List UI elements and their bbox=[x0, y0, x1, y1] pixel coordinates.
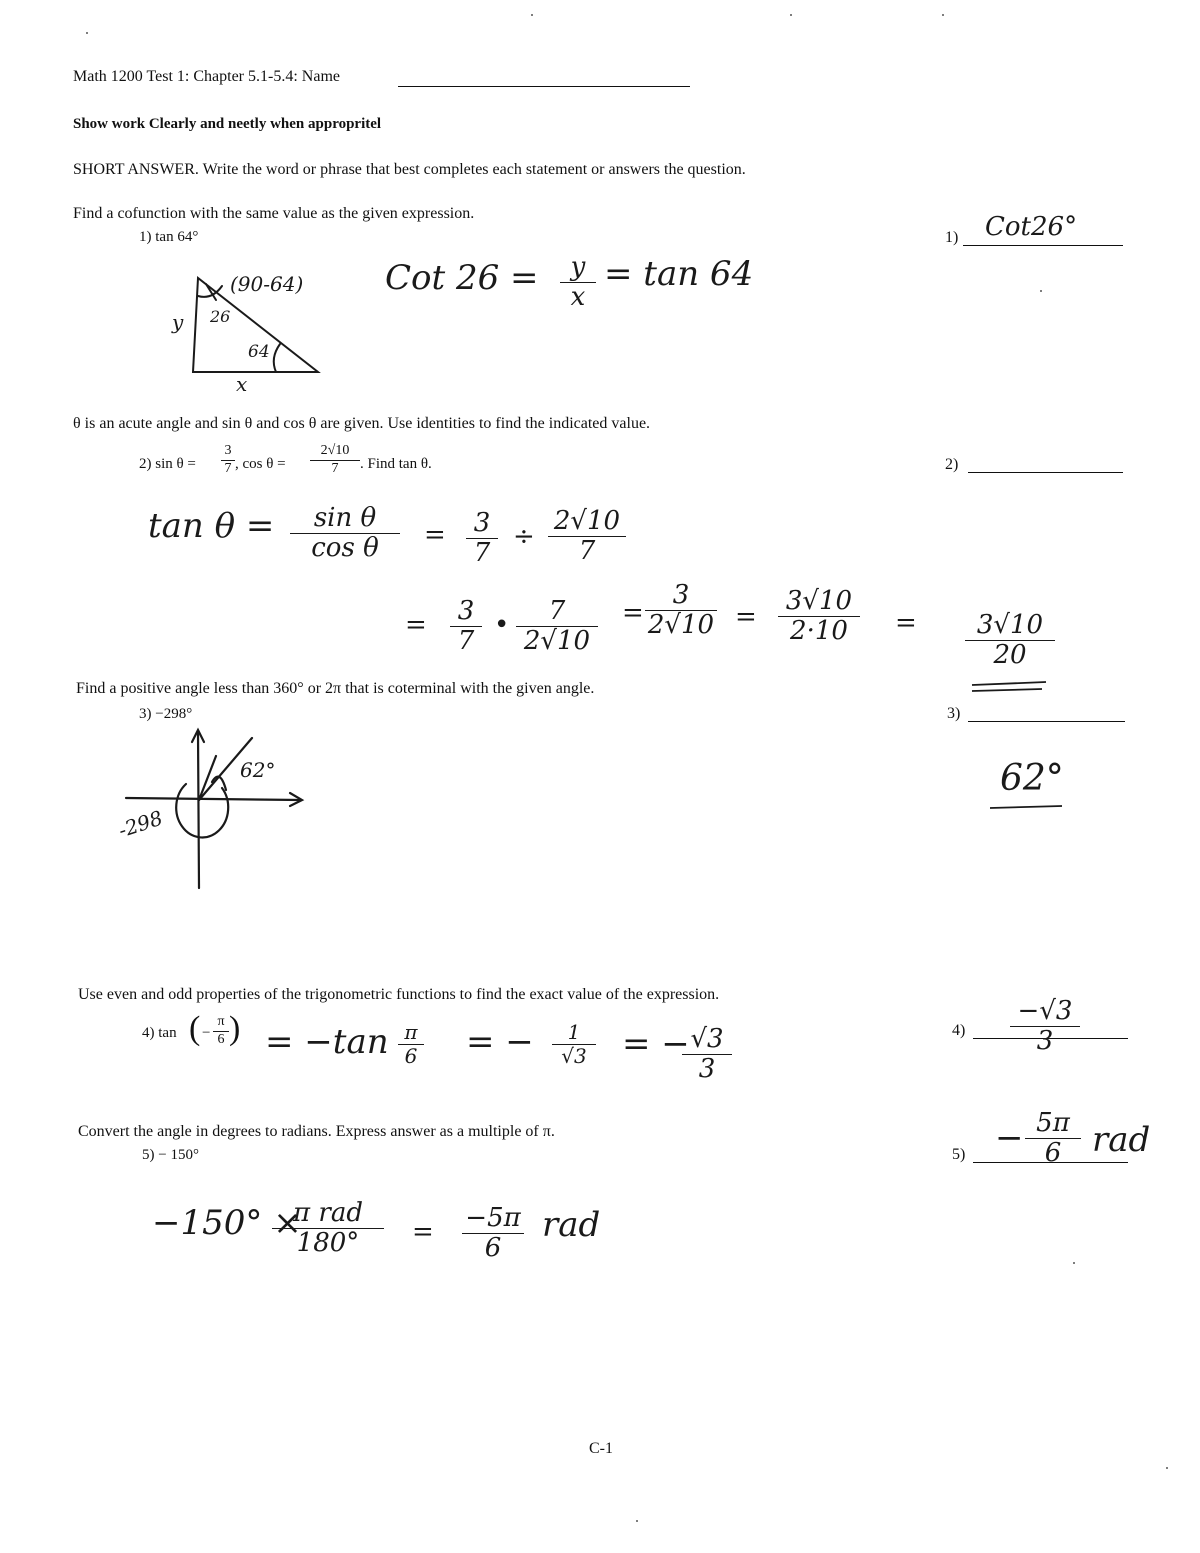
y-axis-arrow bbox=[192, 730, 204, 742]
answer-5-number: 5) bbox=[952, 1146, 966, 1163]
work-4-1: 1 bbox=[567, 1020, 581, 1044]
problem-2-sin-den: 7 bbox=[224, 460, 232, 476]
test-title: Math 1200 Test 1: Chapter 5.1-5.4: Name bbox=[73, 68, 340, 85]
work-1-x: x bbox=[570, 282, 586, 313]
work-1-angle: (90-64) bbox=[230, 272, 304, 296]
work-2-3-7-fraction bbox=[466, 510, 498, 568]
problem-2-cos-fraction bbox=[310, 444, 360, 476]
problem-4-minus: − bbox=[202, 1025, 211, 1041]
work-5-rad: rad bbox=[542, 1205, 601, 1245]
problem-2-sin-num: 3 bbox=[224, 443, 232, 458]
problem-5-label: 5) − 150° bbox=[142, 1147, 199, 1163]
work-4-r3b: √3 bbox=[690, 1024, 724, 1054]
work-3-298: -298 bbox=[115, 805, 166, 843]
scan-speck bbox=[636, 1520, 638, 1522]
instruction-text: Show work Clearly and neetly when appropritel bbox=[73, 116, 382, 132]
triangle-bottom-angle-arc bbox=[274, 344, 280, 372]
work-2-cos: cos θ bbox=[311, 533, 379, 564]
scan-speck bbox=[86, 32, 88, 34]
problem-2-sin-fraction bbox=[221, 444, 235, 476]
answer-2-num: 3√10 bbox=[976, 610, 1044, 640]
work-2-3: 3 bbox=[473, 508, 491, 538]
name-blank bbox=[398, 86, 690, 87]
work-2-tan: tan θ = bbox=[148, 506, 275, 546]
problem-2-cos-num: 2√10 bbox=[320, 443, 350, 458]
answer-5-fraction bbox=[1025, 1110, 1081, 1168]
problem-2-cos-den: 7 bbox=[331, 460, 339, 476]
terminal-side-2 bbox=[199, 756, 216, 800]
work-1-y: y bbox=[570, 252, 586, 282]
answer-2-handwritten bbox=[965, 612, 1055, 670]
page-code: C-1 bbox=[589, 1440, 613, 1457]
work-1-yx-fraction bbox=[560, 254, 596, 312]
work-4-b: = − bbox=[466, 1022, 534, 1062]
answer-5-num: 5π bbox=[1036, 1108, 1070, 1138]
work-4-1r3 bbox=[552, 1022, 596, 1067]
answer-5-minus: − bbox=[995, 1118, 1024, 1158]
section-3-prompt: Find a positive angle less than 360° or 2π that is coterminal with the given angle. bbox=[76, 680, 595, 697]
answer-1-number: 1) bbox=[945, 229, 959, 246]
answer-3-underline bbox=[990, 806, 1062, 808]
answer-3-number: 3) bbox=[947, 705, 961, 722]
work-5-num: π rad bbox=[293, 1198, 363, 1228]
answer-2-number: 2) bbox=[945, 456, 959, 473]
work-2-sincos-fraction bbox=[290, 505, 400, 563]
answer-2-underline bbox=[972, 682, 1046, 691]
work-5-den: 180° bbox=[296, 1228, 360, 1259]
work-2-dot: • bbox=[494, 610, 510, 640]
work-1-tan64: = tan 64 bbox=[604, 254, 754, 294]
section-4-prompt: Use even and odd properties of the trigonometric functions to find the exact value of the expression. bbox=[78, 986, 720, 1003]
scan-speck bbox=[1040, 290, 1042, 292]
work-2-7a: 7 bbox=[473, 538, 491, 569]
problem-4-arg-num: π bbox=[217, 1014, 225, 1029]
answer-2-den: 20 bbox=[993, 640, 1027, 671]
work-2-line2-3-7 bbox=[450, 598, 482, 656]
scan-speck bbox=[790, 14, 792, 16]
work-2-eq4: = bbox=[895, 608, 917, 638]
scan-speck bbox=[942, 14, 944, 16]
work-2-3-2r10 bbox=[645, 582, 717, 640]
work-5-result-fraction bbox=[462, 1205, 524, 1263]
triangle-64-label: 64 bbox=[248, 342, 270, 362]
work-4-c: = − bbox=[622, 1024, 690, 1064]
answer-3-blank bbox=[968, 721, 1125, 722]
work-1-cot: Cot 26 = bbox=[385, 258, 539, 298]
angle-arc-62 bbox=[212, 777, 226, 790]
scan-speck bbox=[531, 14, 533, 16]
triangle-y-label: y bbox=[172, 310, 184, 334]
answer-1-handwritten: Cot26° bbox=[985, 212, 1078, 242]
angle-arc-298 bbox=[176, 784, 228, 837]
answer-4-number: 4) bbox=[952, 1022, 966, 1039]
work-5-res-den: 6 bbox=[484, 1233, 502, 1264]
problem-4-right-paren: ) bbox=[229, 1010, 241, 1047]
work-2-sin: sin θ bbox=[313, 503, 377, 533]
answer-3-handwritten: 62° bbox=[1000, 758, 1064, 799]
work-4-6: 6 bbox=[404, 1044, 418, 1068]
work-2-7c: 7 bbox=[548, 596, 566, 626]
work-2-2r10b: 2√10 bbox=[523, 626, 591, 657]
answer-4-den: 3 bbox=[1036, 1026, 1054, 1057]
work-2-3b: 3 bbox=[672, 580, 690, 610]
problem-2-find: . Find tan θ. bbox=[360, 456, 432, 472]
triangle-26-label: 26 bbox=[210, 307, 231, 326]
short-answer-label: SHORT ANSWER. bbox=[73, 161, 199, 178]
work-2-eq3: = bbox=[735, 602, 757, 632]
section-1-prompt: Find a cofunction with the same value as the given expression. bbox=[73, 205, 475, 222]
problem-4-arg-den: 6 bbox=[217, 1031, 225, 1047]
answer-1-blank bbox=[963, 245, 1123, 246]
work-2-cos-fraction bbox=[548, 508, 626, 566]
triangle-top-angle-arc bbox=[198, 286, 222, 297]
short-answer-line bbox=[73, 161, 746, 179]
work-2-eq2: = bbox=[622, 598, 644, 628]
x-axis-arrow bbox=[290, 793, 302, 806]
answer-4-num: −√3 bbox=[1017, 996, 1073, 1026]
work-2-3r10-210 bbox=[778, 588, 860, 646]
work-2-eq1: = bbox=[424, 520, 446, 550]
problem-4-arg-fraction bbox=[213, 1015, 229, 1047]
work-4-r3-3 bbox=[682, 1026, 732, 1084]
work-2-3r10: 3√10 bbox=[785, 586, 853, 616]
work-2-210: 2·10 bbox=[790, 616, 848, 647]
short-answer-text: Write the word or phrase that best completes each statement or answers the question. bbox=[202, 161, 746, 178]
work-4-3: 3 bbox=[698, 1054, 716, 1085]
work-4-pi: π bbox=[404, 1020, 418, 1044]
problem-4-left-paren: ( bbox=[189, 1010, 201, 1047]
problem-4-label: 4) tan bbox=[142, 1025, 177, 1041]
section-5-prompt: Convert the angle in degrees to radians. Express answer as a multiple of π. bbox=[78, 1123, 555, 1140]
answer-4-handwritten bbox=[1010, 998, 1080, 1056]
work-5-res-num: −5π bbox=[465, 1203, 521, 1233]
work-2-line2-7: 7 bbox=[457, 626, 475, 657]
work-4-pi6 bbox=[398, 1022, 424, 1067]
work-4-r3: √3 bbox=[561, 1044, 587, 1068]
problem-2-cos-label: , cos θ = bbox=[235, 456, 286, 472]
work-2-2r10: 2√10 bbox=[553, 506, 621, 536]
triangle-x-label: x bbox=[236, 372, 248, 396]
work-2-div: ÷ bbox=[513, 522, 535, 552]
y-axis bbox=[198, 732, 199, 888]
work-2-line2-eq: = bbox=[405, 610, 427, 640]
problem-2-label-start: 2) sin θ = bbox=[139, 456, 196, 472]
work-2-line2-3: 3 bbox=[457, 596, 475, 626]
answer-5-rad: rad bbox=[1092, 1120, 1151, 1160]
answer-2-underline-2 bbox=[972, 689, 1042, 691]
answer-5-den: 6 bbox=[1044, 1138, 1062, 1169]
triangle-angle-tick bbox=[206, 284, 216, 300]
work-2-2r10c: 2√10 bbox=[647, 610, 715, 641]
scan-speck bbox=[1073, 1262, 1075, 1264]
answer-2-blank bbox=[968, 472, 1123, 473]
x-axis bbox=[126, 798, 300, 800]
scan-speck bbox=[1166, 1467, 1168, 1469]
problem-1-label: 1) tan 64° bbox=[139, 229, 199, 245]
work-4-a: = −tan bbox=[265, 1022, 389, 1062]
work-3-62: 62° bbox=[240, 758, 276, 782]
work-5-eq: = bbox=[412, 1217, 434, 1247]
work-2-7-2r10 bbox=[516, 598, 598, 656]
work-5-a: −150° × bbox=[152, 1203, 302, 1243]
work-5-conversion-fraction bbox=[272, 1200, 384, 1258]
answer-2-underline-1 bbox=[972, 682, 1046, 685]
section-2-prompt: θ is an acute angle and sin θ and cos θ are given. Use identities to find the indicated value. bbox=[73, 415, 651, 432]
problem-3-label: 3) −298° bbox=[139, 706, 193, 722]
work-2-7b: 7 bbox=[578, 536, 596, 567]
